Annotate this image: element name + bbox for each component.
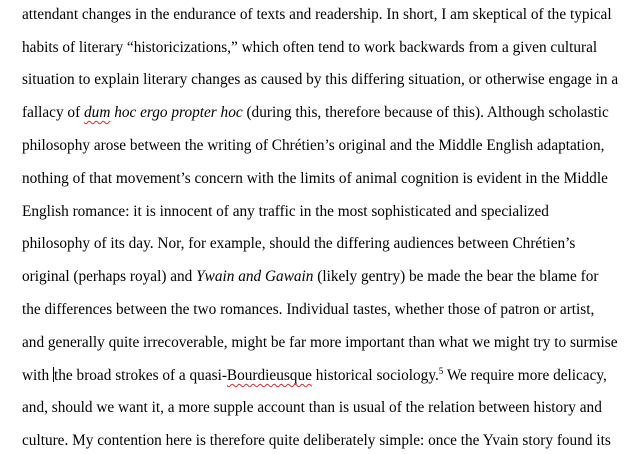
text-line-2: habits of literary “historicizations,” which often tend to work backwards from a given cultural bbox=[22, 39, 598, 56]
text-segment: fallacy of bbox=[22, 104, 85, 121]
text-segment: original (perhaps royal) and bbox=[22, 268, 197, 285]
text-segment: We require more delicacy, bbox=[443, 367, 607, 384]
text-line-8: philosophy of its day. Nor, for example, should the differing audiences between Chrétien’s bbox=[22, 235, 576, 252]
text-line-3: situation to explain literary changes as caused by this differing situation, or otherwise engage in a bbox=[22, 71, 619, 88]
misspelled-word[interactable]: Bourdieusque bbox=[226, 367, 312, 384]
text-line-10: the differences between the two romances. Individual tastes, whether those of patron or artist, bbox=[22, 301, 595, 318]
text-line-7: English romance: it is innocent of any traffic in the most sophisticated and specialized bbox=[22, 203, 549, 220]
text-segment: the broad strokes of a quasi- bbox=[54, 367, 227, 384]
text-line-14: culture. My contention here is therefore quite deliberately simple: once the Yvain story found its bbox=[22, 432, 611, 449]
text-line-1: attendant changes in the endurance of texts and readership. In short, I am skeptical of the typical bbox=[22, 6, 612, 23]
text-line-6: nothing of that movement’s concern with the limits of animal cognition is evident in the Middle bbox=[22, 170, 608, 187]
italic-title: Ywain and Gawain bbox=[196, 268, 314, 285]
text-line-9 bbox=[22, 267, 598, 287]
text-segment: (likely gentry) be made the bear the blame for bbox=[313, 268, 599, 285]
text-segment: historical sociology. bbox=[311, 367, 439, 384]
italic-phrase: hoc ergo propter hoc bbox=[110, 104, 243, 121]
misspelled-word[interactable]: dum bbox=[84, 104, 111, 121]
text-line-12 bbox=[22, 366, 607, 386]
text-line-11: and generally quite irrecoverable, might be far more important than what we might try to surmise bbox=[22, 334, 618, 351]
footnote-reference[interactable]: 5 bbox=[438, 366, 444, 376]
text-line-4 bbox=[22, 103, 609, 123]
text-line-5: philosophy arose between the writing of Chrétien’s original and the Middle English adaptation, bbox=[22, 137, 605, 154]
text-line-13: and, should we want it, a more supple account than is usual of the relation between history and bbox=[22, 399, 602, 416]
text-segment: with bbox=[22, 367, 54, 384]
text-segment: (during this, therefore because of this). Although scholastic bbox=[242, 104, 609, 121]
